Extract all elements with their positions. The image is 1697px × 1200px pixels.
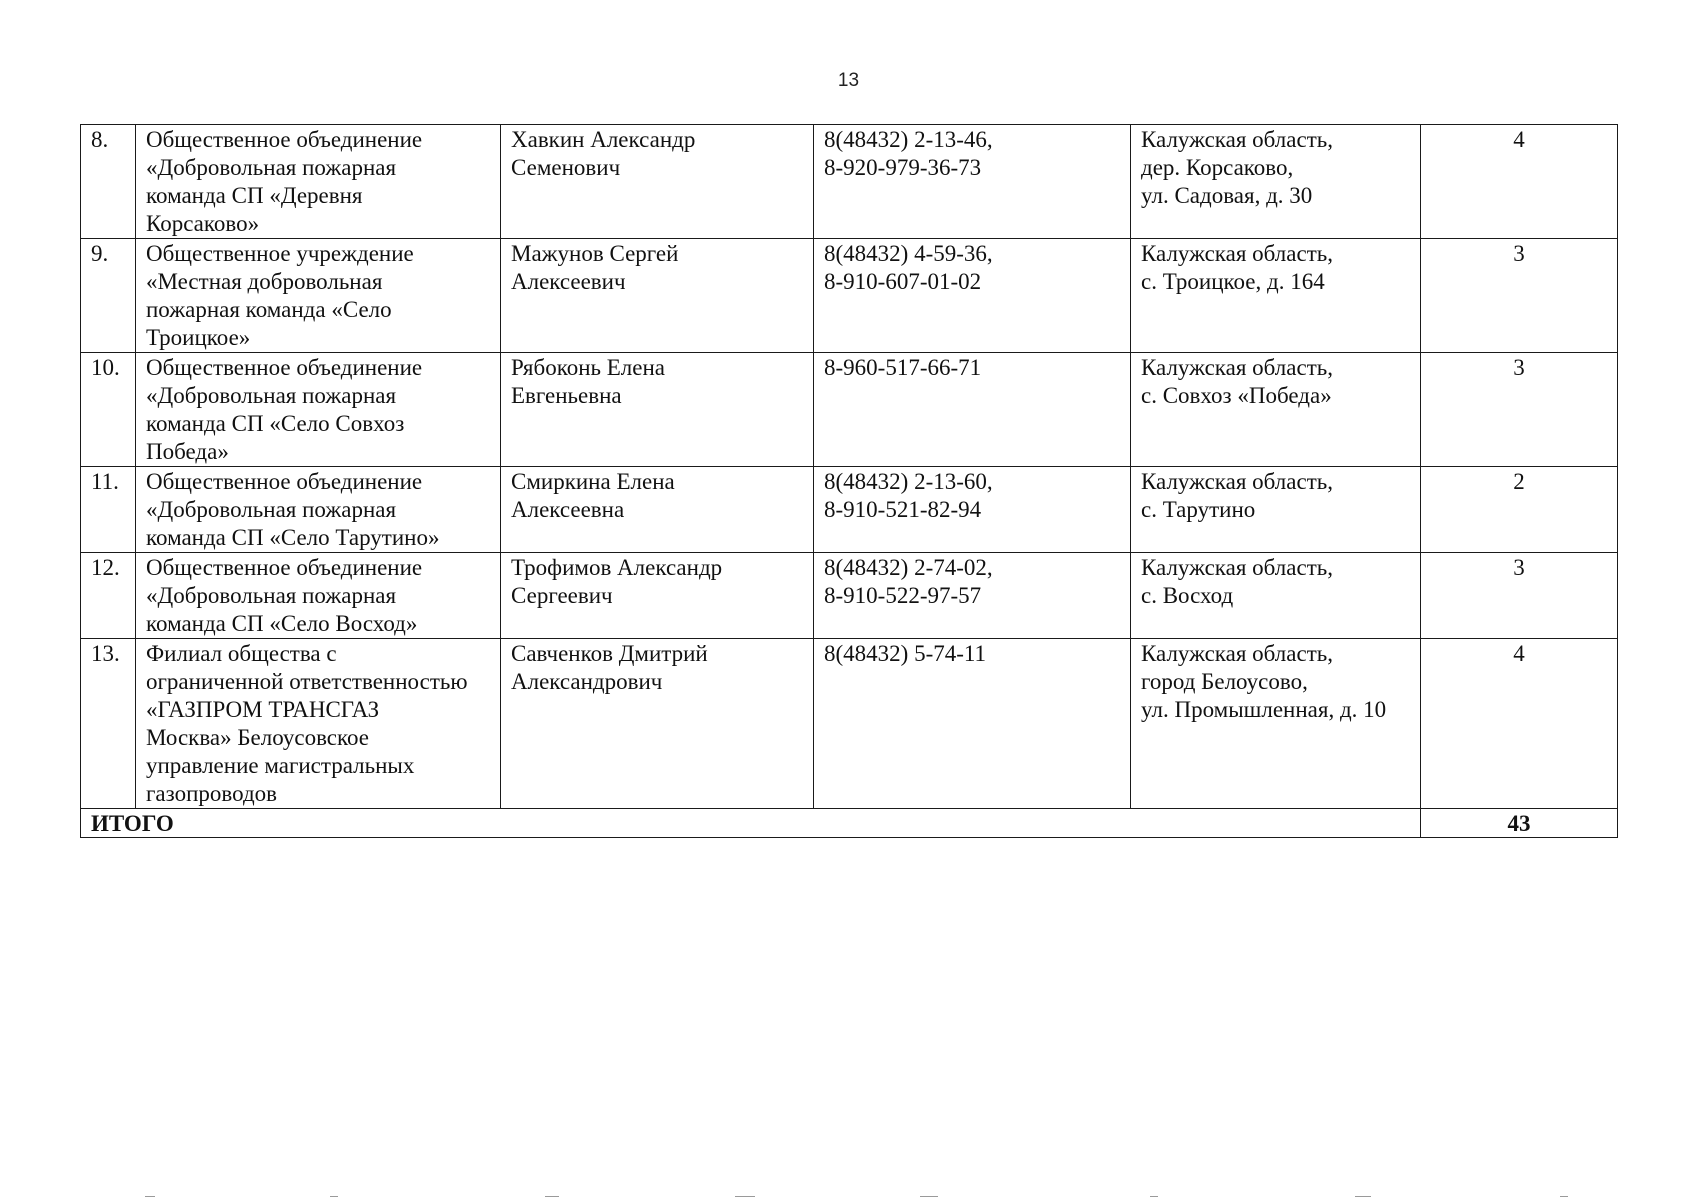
head-name-line: Мажунов Сергей (511, 241, 679, 266)
phone-numbers-line: 8(48432) 5-74-11 (824, 641, 987, 666)
table-row (81, 639, 1618, 809)
address-cell (1131, 125, 1421, 239)
address-cell (1131, 639, 1421, 809)
address-cell (1131, 353, 1421, 467)
address-cell (1131, 553, 1421, 639)
row-number-cell: 13. (81, 639, 136, 809)
phone-numbers-cell (814, 553, 1131, 639)
address-line: с. Троицкое, д. 164 (1141, 269, 1325, 294)
organization-name-line: Троицкое» (146, 325, 251, 350)
address-line: Калужская область, (1141, 555, 1333, 580)
address-line: Калужская область, (1141, 355, 1333, 380)
organization-name-cell (136, 467, 501, 553)
address-line: ул. Садовая, д. 30 (1141, 183, 1313, 208)
organization-name-line: команда СП «Село Восход» (146, 611, 418, 636)
organization-name-line: Общественное учреждение (146, 241, 414, 266)
fire-brigade-table (80, 124, 1618, 838)
head-name-cell (501, 553, 814, 639)
phone-numbers-cell (814, 639, 1131, 809)
organization-name-line: команда СП «Село Тарутино» (146, 525, 440, 550)
organization-name-cell (136, 239, 501, 353)
organization-name-line: «Добровольная пожарная (146, 497, 397, 522)
scan-artifact (545, 1196, 559, 1197)
organization-name-line: «Местная добровольная (146, 269, 383, 294)
organization-name-cell (136, 353, 501, 467)
total-row (81, 809, 1618, 838)
address-line: ул. Промышленная, д. 10 (1141, 697, 1387, 722)
row-number-cell: 8. (81, 125, 136, 239)
row-number-cell: 12. (81, 553, 136, 639)
organization-name-line: «Добровольная пожарная (146, 155, 397, 180)
scan-artifact (1355, 1196, 1371, 1197)
head-name-cell (501, 125, 814, 239)
row-number-cell: 9. (81, 239, 136, 353)
organization-name-line: команда СП «Деревня (146, 183, 363, 208)
head-name-line: Алексеевна (511, 497, 625, 522)
table-body (81, 125, 1618, 809)
phone-numbers-line: 8-960-517-66-71 (824, 355, 982, 380)
organization-name-line: Корсаково» (146, 211, 260, 236)
organization-name-line: Москва» Белоусовское (146, 725, 370, 750)
scan-artifact (330, 1196, 338, 1197)
organization-name-line: газопроводов (146, 781, 278, 806)
head-name-cell (501, 239, 814, 353)
head-name-line: Александрович (511, 669, 663, 694)
member-count-cell: 4 (1421, 639, 1618, 809)
total-value: 43 (1421, 809, 1618, 838)
total-label: ИТОГО (81, 809, 1421, 838)
table-row (81, 353, 1618, 467)
row-number-cell: 10. (81, 353, 136, 467)
organization-name-line: Филиал общества с (146, 641, 337, 666)
head-name-line: Евгеньевна (511, 383, 622, 408)
phone-numbers-cell (814, 125, 1131, 239)
table-row (81, 553, 1618, 639)
organization-name-line: «Добровольная пожарная (146, 383, 397, 408)
address-line: дер. Корсаково, (1141, 155, 1294, 180)
address-line: с. Восход (1141, 583, 1234, 608)
head-name-line: Семенович (511, 155, 621, 180)
member-count-cell: 2 (1421, 467, 1618, 553)
row-number-cell: 11. (81, 467, 136, 553)
organization-name-cell (136, 639, 501, 809)
organization-name-line: Общественное объединение (146, 469, 423, 494)
head-name-line: Алексеевич (511, 269, 626, 294)
address-line: с. Совхоз «Победа» (1141, 383, 1332, 408)
organization-name-line: «ГАЗПРОМ ТРАНСГАЗ (146, 697, 380, 722)
organization-name-line: «Добровольная пожарная (146, 583, 397, 608)
scan-artifact (735, 1196, 755, 1197)
address-line: Калужская область, (1141, 469, 1333, 494)
scan-artifact (1150, 1196, 1158, 1197)
phone-numbers-cell (814, 239, 1131, 353)
organization-name-line: Победа» (146, 439, 229, 464)
organization-name-line: управление магистральных (146, 753, 415, 778)
phone-numbers-line: 8-910-522-97-57 (824, 583, 982, 608)
phone-numbers-line: 8-910-607-01-02 (824, 269, 982, 294)
table-row (81, 125, 1618, 239)
table-row (81, 239, 1618, 353)
table-row (81, 467, 1618, 553)
organization-name-line: команда СП «Село Совхоз (146, 411, 405, 436)
head-name-cell (501, 639, 814, 809)
phone-numbers-line: 8(48432) 2-13-46, (824, 127, 993, 152)
head-name-line: Рябоконь Елена (511, 355, 666, 380)
phone-numbers-line: 8-920-979-36-73 (824, 155, 982, 180)
address-cell (1131, 239, 1421, 353)
head-name-cell (501, 353, 814, 467)
phone-numbers-line: 8-910-521-82-94 (824, 497, 982, 522)
member-count-cell: 3 (1421, 353, 1618, 467)
head-name-line: Сергеевич (511, 583, 613, 608)
address-line: Калужская область, (1141, 641, 1333, 666)
address-line: город Белоусово, (1141, 669, 1308, 694)
head-name-line: Хавкин Александр (511, 127, 696, 152)
phone-numbers-line: 8(48432) 4-59-36, (824, 241, 993, 266)
address-line: Калужская область, (1141, 127, 1333, 152)
head-name-line: Трофимов Александр (511, 555, 723, 580)
member-count-cell: 3 (1421, 553, 1618, 639)
scan-artifact (920, 1196, 938, 1197)
organization-name-line: Общественное объединение (146, 355, 423, 380)
organization-name-line: ограниченной ответственностью (146, 669, 468, 694)
member-count-cell: 3 (1421, 239, 1618, 353)
scan-artifact (145, 1196, 155, 1197)
organization-name-line: пожарная команда «Село (146, 297, 392, 322)
organization-name-line: Общественное объединение (146, 127, 423, 152)
phone-numbers-cell (814, 353, 1131, 467)
phone-numbers-line: 8(48432) 2-74-02, (824, 555, 993, 580)
organization-name-line: Общественное объединение (146, 555, 423, 580)
page-number: 13 (837, 70, 860, 91)
phone-numbers-cell (814, 467, 1131, 553)
address-line: Калужская область, (1141, 241, 1333, 266)
address-line: с. Тарутино (1141, 497, 1256, 522)
organization-name-cell (136, 125, 501, 239)
head-name-line: Савченков Дмитрий (511, 641, 708, 666)
head-name-cell (501, 467, 814, 553)
organization-name-cell (136, 553, 501, 639)
member-count-cell: 4 (1421, 125, 1618, 239)
phone-numbers-line: 8(48432) 2-13-60, (824, 469, 993, 494)
scan-artifact (1560, 1196, 1568, 1197)
address-cell (1131, 467, 1421, 553)
head-name-line: Смиркина Елена (511, 469, 675, 494)
